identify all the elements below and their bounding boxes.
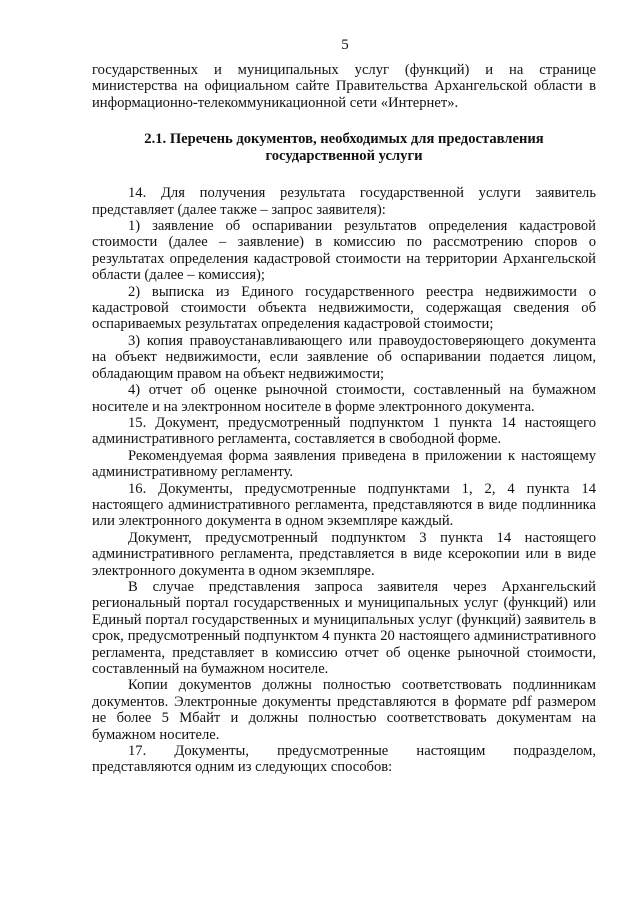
paragraph-15: 15. Документ, предусмотренный подпунктом 1 пункта 14 настоящего административного регламента, составляется в свободной форме. (92, 414, 596, 448)
section-heading (92, 131, 596, 165)
section-heading-line-2: государственной услуги (265, 148, 423, 165)
page-number: 5 (341, 37, 349, 53)
paragraph-14-item-1: 1) заявление об оспаривании результатов определения кадастровой стоимости (далее – заявление) в комиссию по рассмотрению споров о результатах определения кадастровой стоимости на территории Архангельской области (далее – комиссия); (92, 218, 596, 284)
paragraph-14-item-2: 2) выписка из Единого государственного реестра недвижимости о кадастровой стоимости объекта недвижимости, содержащая сведения об оспариваемых результатах определения кадастровой стоимости; (92, 283, 596, 333)
section-heading-line-1: 2.1. Перечень документов, необходимых для предоставления (144, 131, 544, 148)
paragraph-17: 17. Документы, предусмотренные настоящим подразделом, представляются одним из следующих способов: (92, 743, 596, 776)
paragraph-16-portal: В случае представления запроса заявителя через Архангельский региональный портал государственных и муниципальных услуг (функций) или Единый портал государственных и муниципальных услуг (функций) заявитель в срок, предусмотренный подпунктом 4 пункта 20 настоящего административного регламента, представляет в комиссию отчет об оценке рыночной стоимости, составленный на бумажном носителе. (92, 578, 596, 677)
paragraph-14-item-4: 4) отчет об оценке рыночной стоимости, составленный на бумажном носителе и на электронном носителе в форме электронного документа. (92, 382, 596, 415)
paragraph-16-copy: Документ, предусмотренный подпунктом 3 пункта 14 настоящего административного регламента, представляется в виде ксерокопии или в виде электронного документа в одном экземпляре. (92, 529, 596, 579)
paragraph-14: 14. Для получения результата государственной услуги заявитель представляет (далее также – запрос заявителя): (92, 185, 596, 218)
document-body (92, 62, 596, 776)
paragraph-16-electronic: Копии документов должны полностью соответствовать подлинникам документов. Электронные документы представляются в формате pdf размером не более 5 Мбайт и должны полностью соответствовать документам на бумажном носителе. (92, 677, 596, 743)
paragraph-15-note: Рекомендуемая форма заявления приведена в приложении к настоящему административному регламенту. (92, 447, 596, 481)
paragraph-16: 16. Документы, предусмотренные подпунктами 1, 2, 4 пункта 14 настоящего административного регламента, представляются в виде подлинника или электронного документа в одном экземпляре каждый. (92, 480, 596, 530)
intro-paragraph: государственных и муниципальных услуг (функций) и на странице министерства на официальном сайте Правительства Архангельской области в информационно-телекоммуникационной сети «Интернет». (92, 62, 596, 111)
paragraph-14-item-3: 3) копия правоустанавливающего или правоудостоверяющего документа на объект недвижимости, если заявление об оспаривании подается лицом, обладающим правом на объект недвижимости; (92, 332, 596, 382)
